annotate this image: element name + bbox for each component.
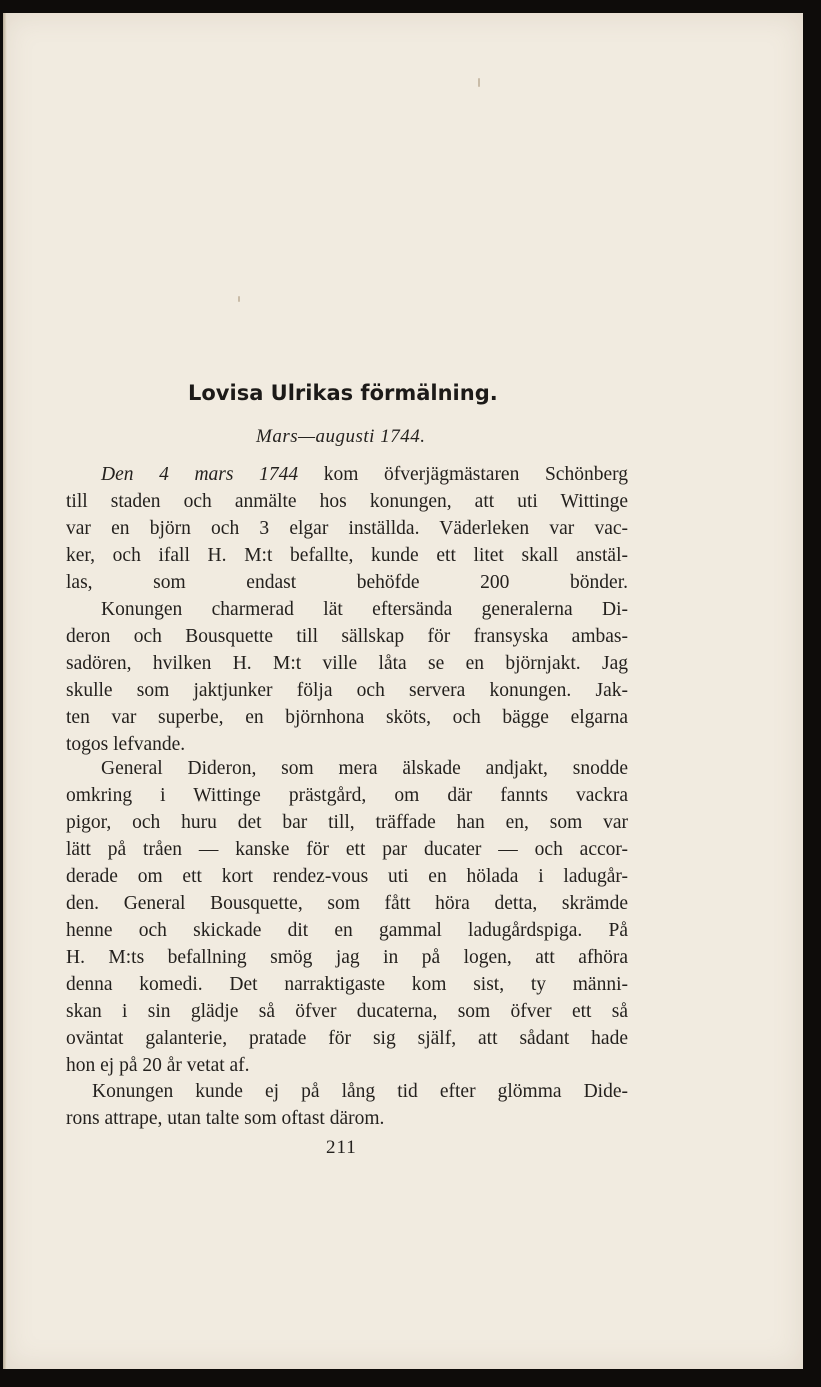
text-line: lätt på tråen — kanske för ett par ducater — och accor- [66, 839, 628, 860]
text-line: denna komedi. Det narraktigaste kom sist, ty männi- [66, 974, 628, 995]
text-line: hon ej på 20 år vetat af. [66, 1055, 250, 1076]
text-line: las, som endast behöfde 200 bönder. [66, 572, 628, 593]
chapter-title: Lovisa Ulrikas förmälning. [188, 381, 498, 405]
text-line: ten var superbe, en björnhona sköts, och bägge elgarna [66, 707, 628, 728]
text-line: General Dideron, som mera älskade andjakt, snodde [101, 758, 628, 779]
text-line: ker, och ifall H. M:t befallte, kunde ett litet skall anstäl- [66, 545, 628, 566]
text-line: till staden och anmälte hos konungen, att uti Wittinge [66, 491, 628, 512]
text-line [101, 462, 628, 488]
text-line: den. General Bousquette, som fått höra detta, skrämde [66, 893, 628, 914]
text-line: togos lefvande. [66, 734, 186, 755]
text-line: omkring i Wittinge prästgård, om där fannts vackra [66, 785, 628, 806]
text-line: pigor, och huru det bar till, träffade han en, som var [66, 812, 628, 833]
text-line-part: kom öfverjägmästaren Schönberg [298, 464, 628, 485]
text-line: henne och skickade dit en gammal ladugårdspiga. På [66, 920, 628, 941]
lead-italic: Den 4 mars 1744 [101, 464, 299, 485]
chapter-dateline: Mars—augusti 1744. [256, 426, 426, 447]
page-number: 211 [326, 1137, 357, 1158]
text-line: rons attrape, utan talte som oftast därom. [66, 1108, 385, 1129]
text-line: Konungen charmerad lät eftersända generalerna Di- [101, 599, 628, 620]
text-line: skan i sin glädje så öfver ducaterna, som öfver ett så [66, 1001, 628, 1022]
text-line: skulle som jaktjunker följa och servera konungen. Jak- [66, 680, 628, 701]
text-line: deron och Bousquette till sällskap för fransyska ambas- [66, 626, 628, 647]
text-line: sadören, hvilken H. M:t ville låta se en björnjakt. Jag [66, 653, 628, 674]
text-line: derade om ett kort rendez-vous uti en hölada i ladugår- [66, 866, 628, 887]
text-line: Konungen kunde ej på lång tid efter glömma Dide- [92, 1081, 628, 1102]
text-line: oväntat galanterie, pratade för sig själf, att sådant hade [66, 1028, 628, 1049]
text-line: H. M:ts befallning smög jag in på logen, att afhöra [66, 947, 628, 968]
text-line: var en björn och 3 elgar inställda. Väderleken var vac- [66, 518, 628, 539]
